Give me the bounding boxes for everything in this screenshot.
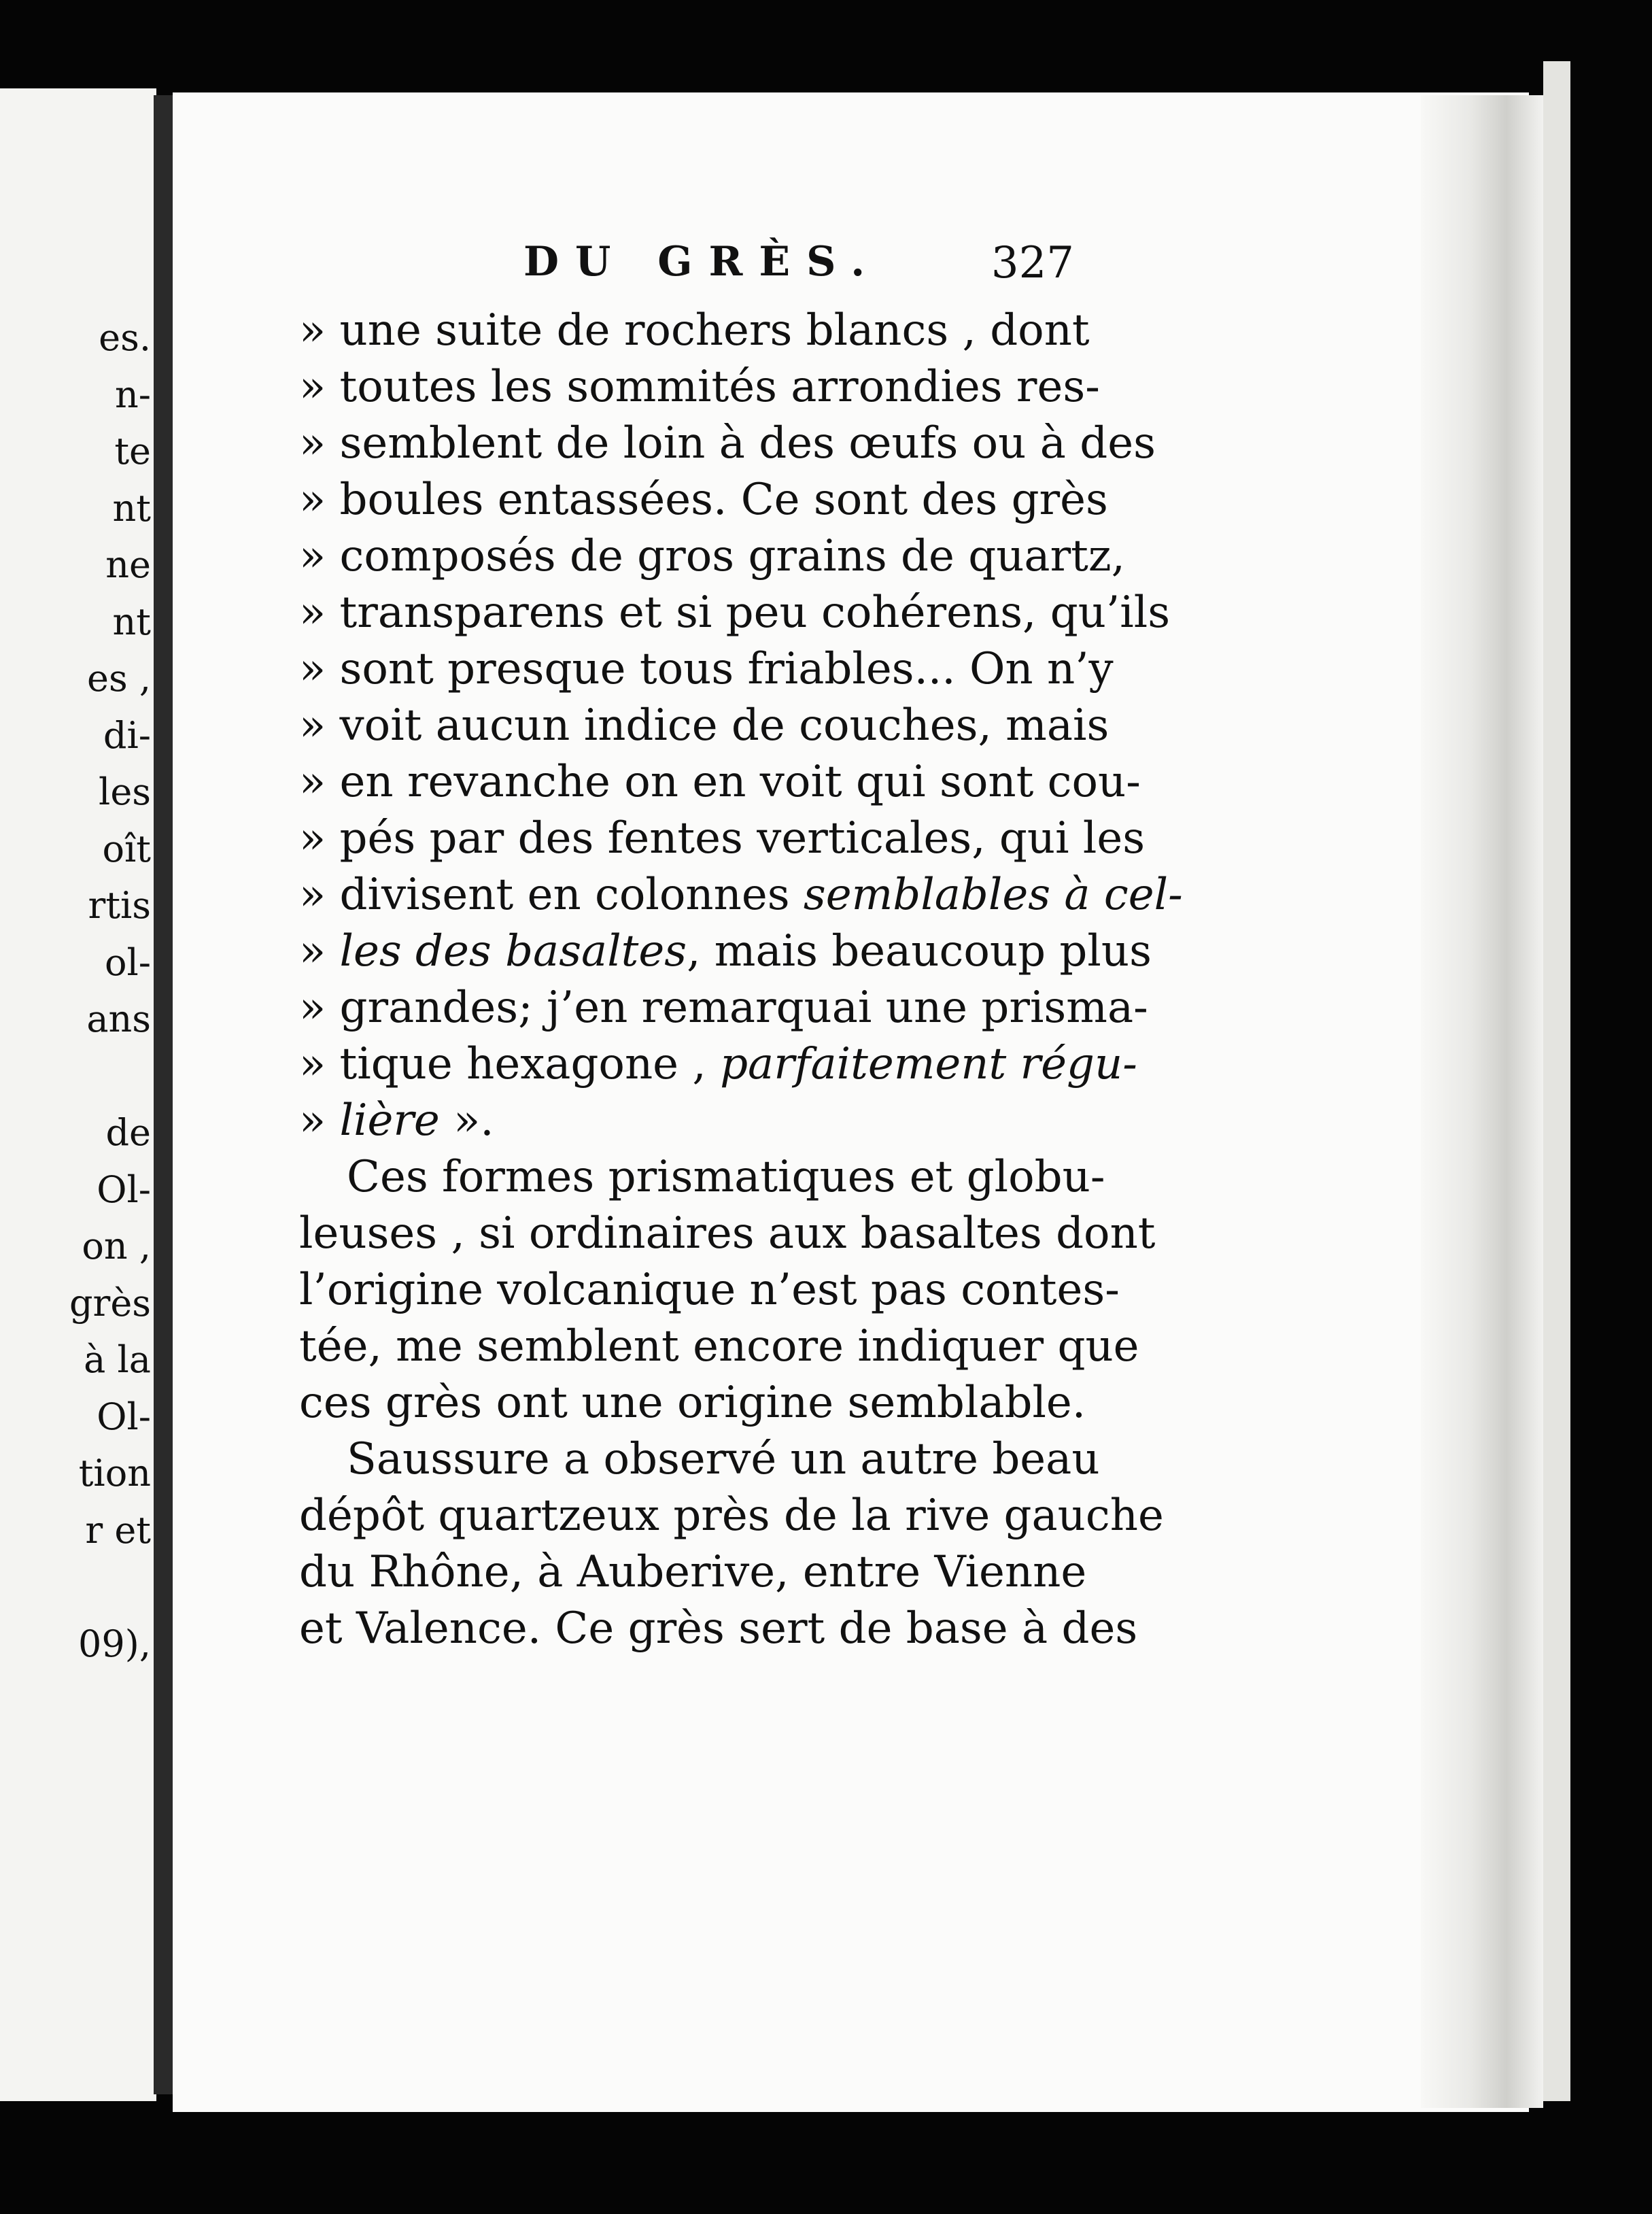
text-line [299,980,1148,1036]
text-line [299,585,1171,641]
left-page-fragment: di- [103,713,151,757]
text-line-italic: semblables à cel- [803,870,1183,920]
left-page-fragment: grès [69,1281,151,1325]
text-line-roman: et Valence. Ce grès sert de base à des [299,1603,1138,1654]
text-line-roman: » semblent de loin à des œufs ou à des [299,418,1156,469]
text-line-italic: lière [339,1095,440,1146]
text-line [299,472,1108,528]
text-line-roman: » sont presque tous friables... On n’y [299,644,1114,694]
left-page-fragment: Ol- [97,1168,151,1211]
text-line [299,1375,1086,1431]
page-gutter [154,95,173,2094]
text-line-roman: » composés de gros grains de quartz, [299,531,1125,581]
left-page-fragment: es. [99,316,151,359]
left-page-fragment: on , [82,1225,151,1267]
text-line-roman: » pés par des fentes verticales, qui les [299,813,1146,864]
text-line-roman: dépôt quartzeux près de la rive gauche [299,1491,1164,1541]
left-page-fragment: rtis [88,884,151,927]
left-page-fragment: à la [84,1338,151,1381]
left-page-fragment: 09), [78,1622,151,1665]
page-edge-outer [1543,61,1570,2101]
text-line [299,754,1141,811]
text-line [299,1318,1139,1375]
left-page-fragment: Ol- [97,1395,151,1438]
text-line [299,303,1090,359]
left-page-fragment: nt [112,600,151,643]
left-page-fragment: ne [105,543,151,586]
text-line-roman: , mais beaucoup plus [687,926,1152,976]
text-line-roman: » divisent en colonnes [299,870,804,920]
text-line [299,1601,1138,1657]
text-line-roman: » grandes; j’en remarquai une prisma- [299,983,1148,1033]
left-page-fragment: nt [112,486,151,530]
text-line-roman: tée, me semblent encore indiquer que [299,1321,1139,1372]
left-page-fragment: tion [78,1452,151,1495]
text-block [299,303,1183,1657]
left-page-fragment: oît [102,827,151,870]
text-line-italic: les des basaltes [339,926,687,976]
text-line-roman: l’origine volcanique n’est pas contes- [299,1265,1120,1315]
text-line-roman: » tique hexagone , [299,1039,721,1089]
text-line-roman: » toutes les sommités arrondies res- [299,362,1100,412]
text-line [299,1488,1164,1544]
text-line [299,641,1114,698]
text-line [299,1431,1100,1488]
text-line-roman: du Rhône, à Auberive, entre Vienne [299,1547,1087,1597]
text-line-roman: » [299,926,340,976]
text-line-roman: Saussure a observé un autre beau [347,1434,1100,1484]
text-line-roman: » une suite de rochers blancs , dont [299,305,1090,356]
text-line [299,923,1152,980]
text-line [299,1093,1074,1149]
left-page-fragment: n- [114,373,151,416]
left-page-fragment: de [105,1111,151,1154]
text-line-roman: » [299,1095,340,1146]
text-line-roman: ces grès ont une origine semblable. [299,1378,1086,1428]
text-line-roman: leuses , si ordinaires aux basaltes dont [299,1208,1156,1259]
left-page-fragment: ans [86,998,151,1040]
text-line-roman: » voit aucun indice de couches, mais [299,700,1109,751]
text-line-roman: » transparens et si peu cohérens, qu’ils [299,587,1171,638]
text-line [299,698,1109,754]
text-line-roman: Ces formes prismatiques et globu- [347,1152,1105,1202]
text-line [299,1544,1087,1601]
text-line [299,415,1156,472]
text-line-italic: parfaitement régu- [720,1039,1137,1089]
text-line-roman: » boules entassées. Ce sont des grès [299,475,1108,525]
left-page-fragment: ol- [104,940,151,984]
left-page-fragment: r et [85,1508,151,1552]
page-edge [1421,95,1543,2108]
text-line [299,528,1125,585]
text-line [299,1206,1156,1262]
running-title: DU GRÈS. [523,238,882,286]
text-line [299,1262,1120,1318]
left-page-fragment: te [114,430,151,473]
page-number: 327 [991,238,1074,288]
left-page-fragment: les [99,770,151,813]
text-line [299,867,1183,923]
text-line-roman: » en revanche on en voit qui sont cou- [299,757,1141,807]
text-line [299,1149,1105,1206]
text-line-roman: ». [439,1095,494,1146]
text-line [299,811,1146,867]
text-line [299,1036,1137,1093]
text-line [299,359,1100,415]
left-page-fragment: es , [87,657,151,700]
